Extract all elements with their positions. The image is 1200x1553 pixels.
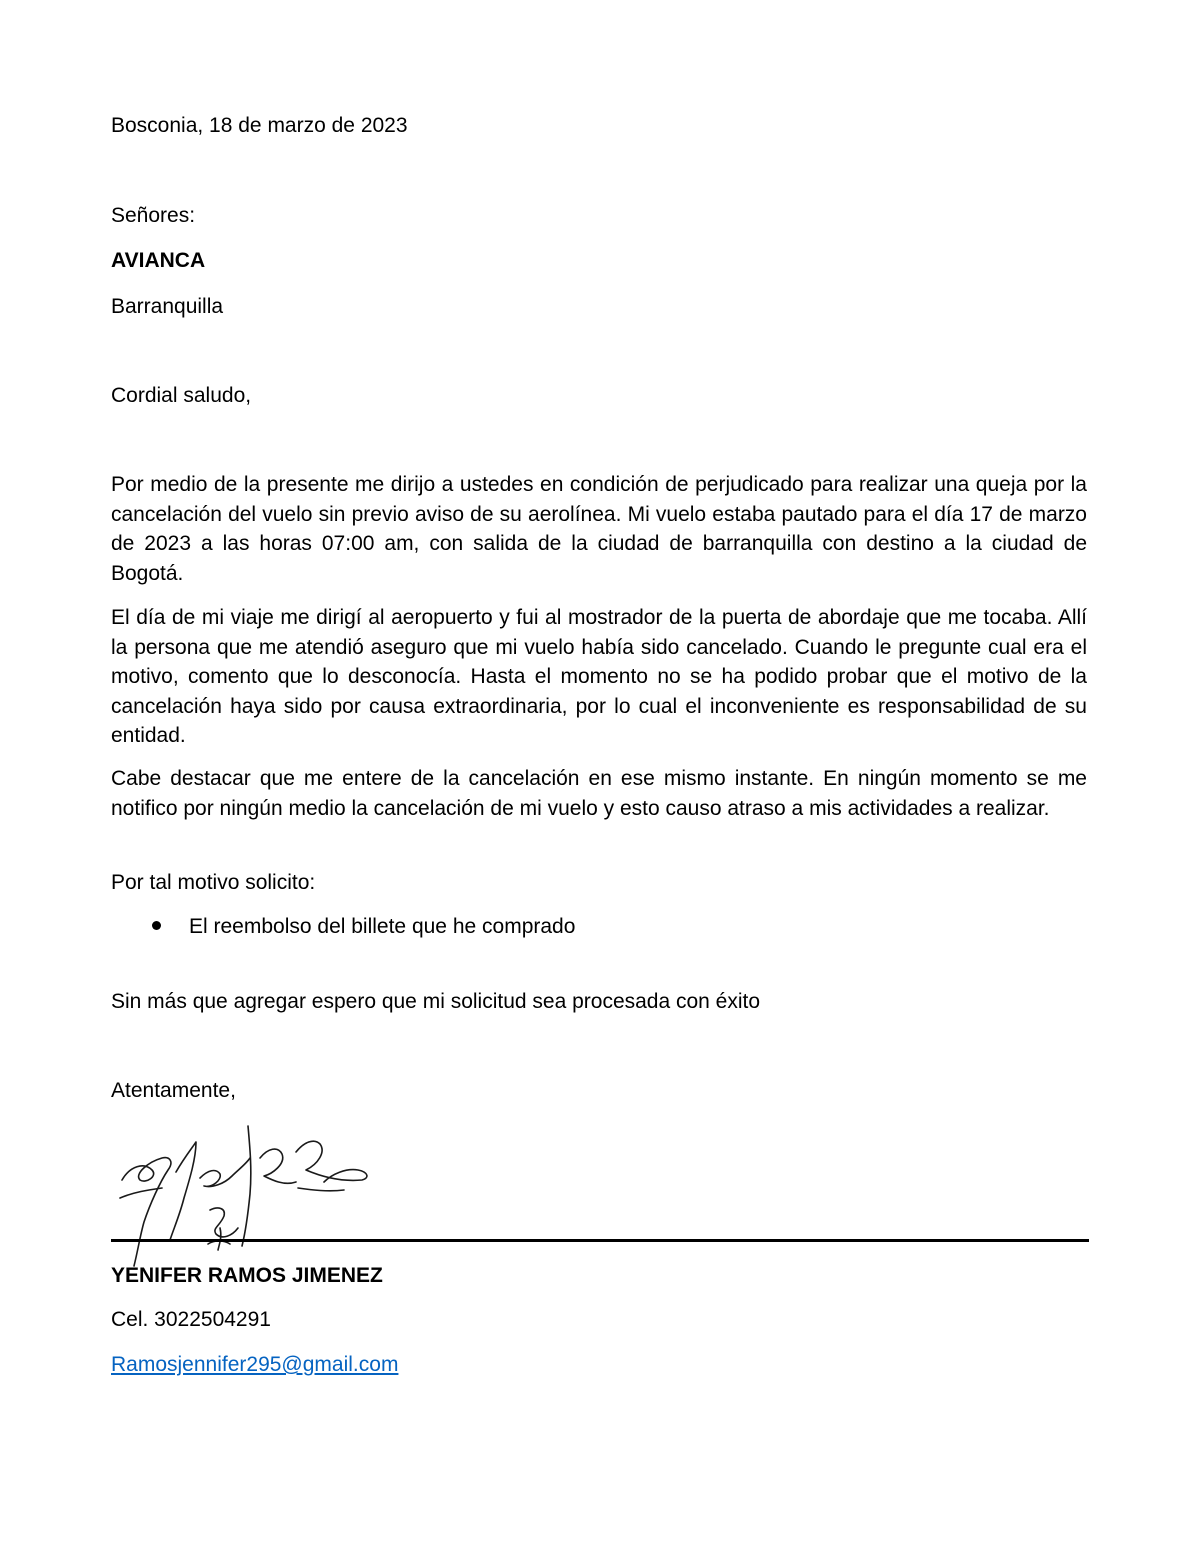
handwritten-signature	[100, 1118, 390, 1278]
recipient-company: AVIANCA	[111, 249, 206, 272]
recipient-salutation: Señores:	[111, 204, 196, 227]
signature-line	[111, 1239, 1089, 1242]
signer-phone: Cel. 3022504291	[111, 1308, 271, 1331]
signer-email-link[interactable]: Ramosjennifer295@gmail.com	[111, 1353, 399, 1376]
signer-email-line	[111, 1350, 398, 1379]
signature-stroke-4	[200, 1158, 250, 1187]
place-date: Bosconia, 18 de marzo de 2023	[111, 114, 408, 137]
request-intro: Por tal motivo solicito:	[111, 871, 316, 894]
request-item-text: El reembolso del billete que he comprado	[189, 915, 576, 938]
signature-stroke-5	[242, 1126, 251, 1246]
signature-stroke-9	[210, 1208, 238, 1237]
signature-stroke-6	[260, 1149, 296, 1183]
signature-stroke-7	[296, 1141, 367, 1182]
signature-stroke-8	[298, 1188, 344, 1191]
sign-off: Atentamente,	[111, 1079, 236, 1102]
body-paragraph-2: El día de mi viaje me dirigí al aeropuerto y fui al mostrador de la puerta de abordaje que me tocaba. Allí la persona que me atendió aseguro que mi vuelo había sido cancelado. Cuando le pregunte cual era el motivo, comento que lo desconocía. Hasta el momento no se ha podido probar que el motivo de la cancelación haya sido por causa extraordinaria, por lo cual el inconveniente es responsabilidad de su entidad.	[111, 606, 1087, 747]
signature-stroke-3	[170, 1142, 196, 1240]
signer-name: YENIFER RAMOS JIMENEZ	[111, 1264, 383, 1287]
bullet-icon	[152, 921, 161, 930]
body-paragraph-1: Por medio de la presente me dirijo a ustedes en condición de perjudicado para realizar una queja por la cancelación del vuelo sin previo aviso de su aerolínea. Mi vuelo estaba pautado para el día 17 de marzo de 2023 a las horas 07:00 am, con salida de la ciudad de barranquilla con destino a la ciudad de Bogotá.	[111, 473, 1087, 585]
body-paragraph-3: Cabe destacar que me entere de la cancelación en ese mismo instante. En ningún momento se me notifico por ningún medio la cancelación de mi vuelo y esto causo atraso a mis actividades a realizar.	[111, 767, 1087, 820]
recipient-city: Barranquilla	[111, 295, 224, 318]
request-list-item	[152, 912, 575, 941]
signature-stroke-1	[122, 1158, 171, 1266]
closing-line: Sin más que agregar espero que mi solicitud sea procesada con éxito	[111, 990, 761, 1013]
greeting: Cordial saludo,	[111, 384, 252, 407]
